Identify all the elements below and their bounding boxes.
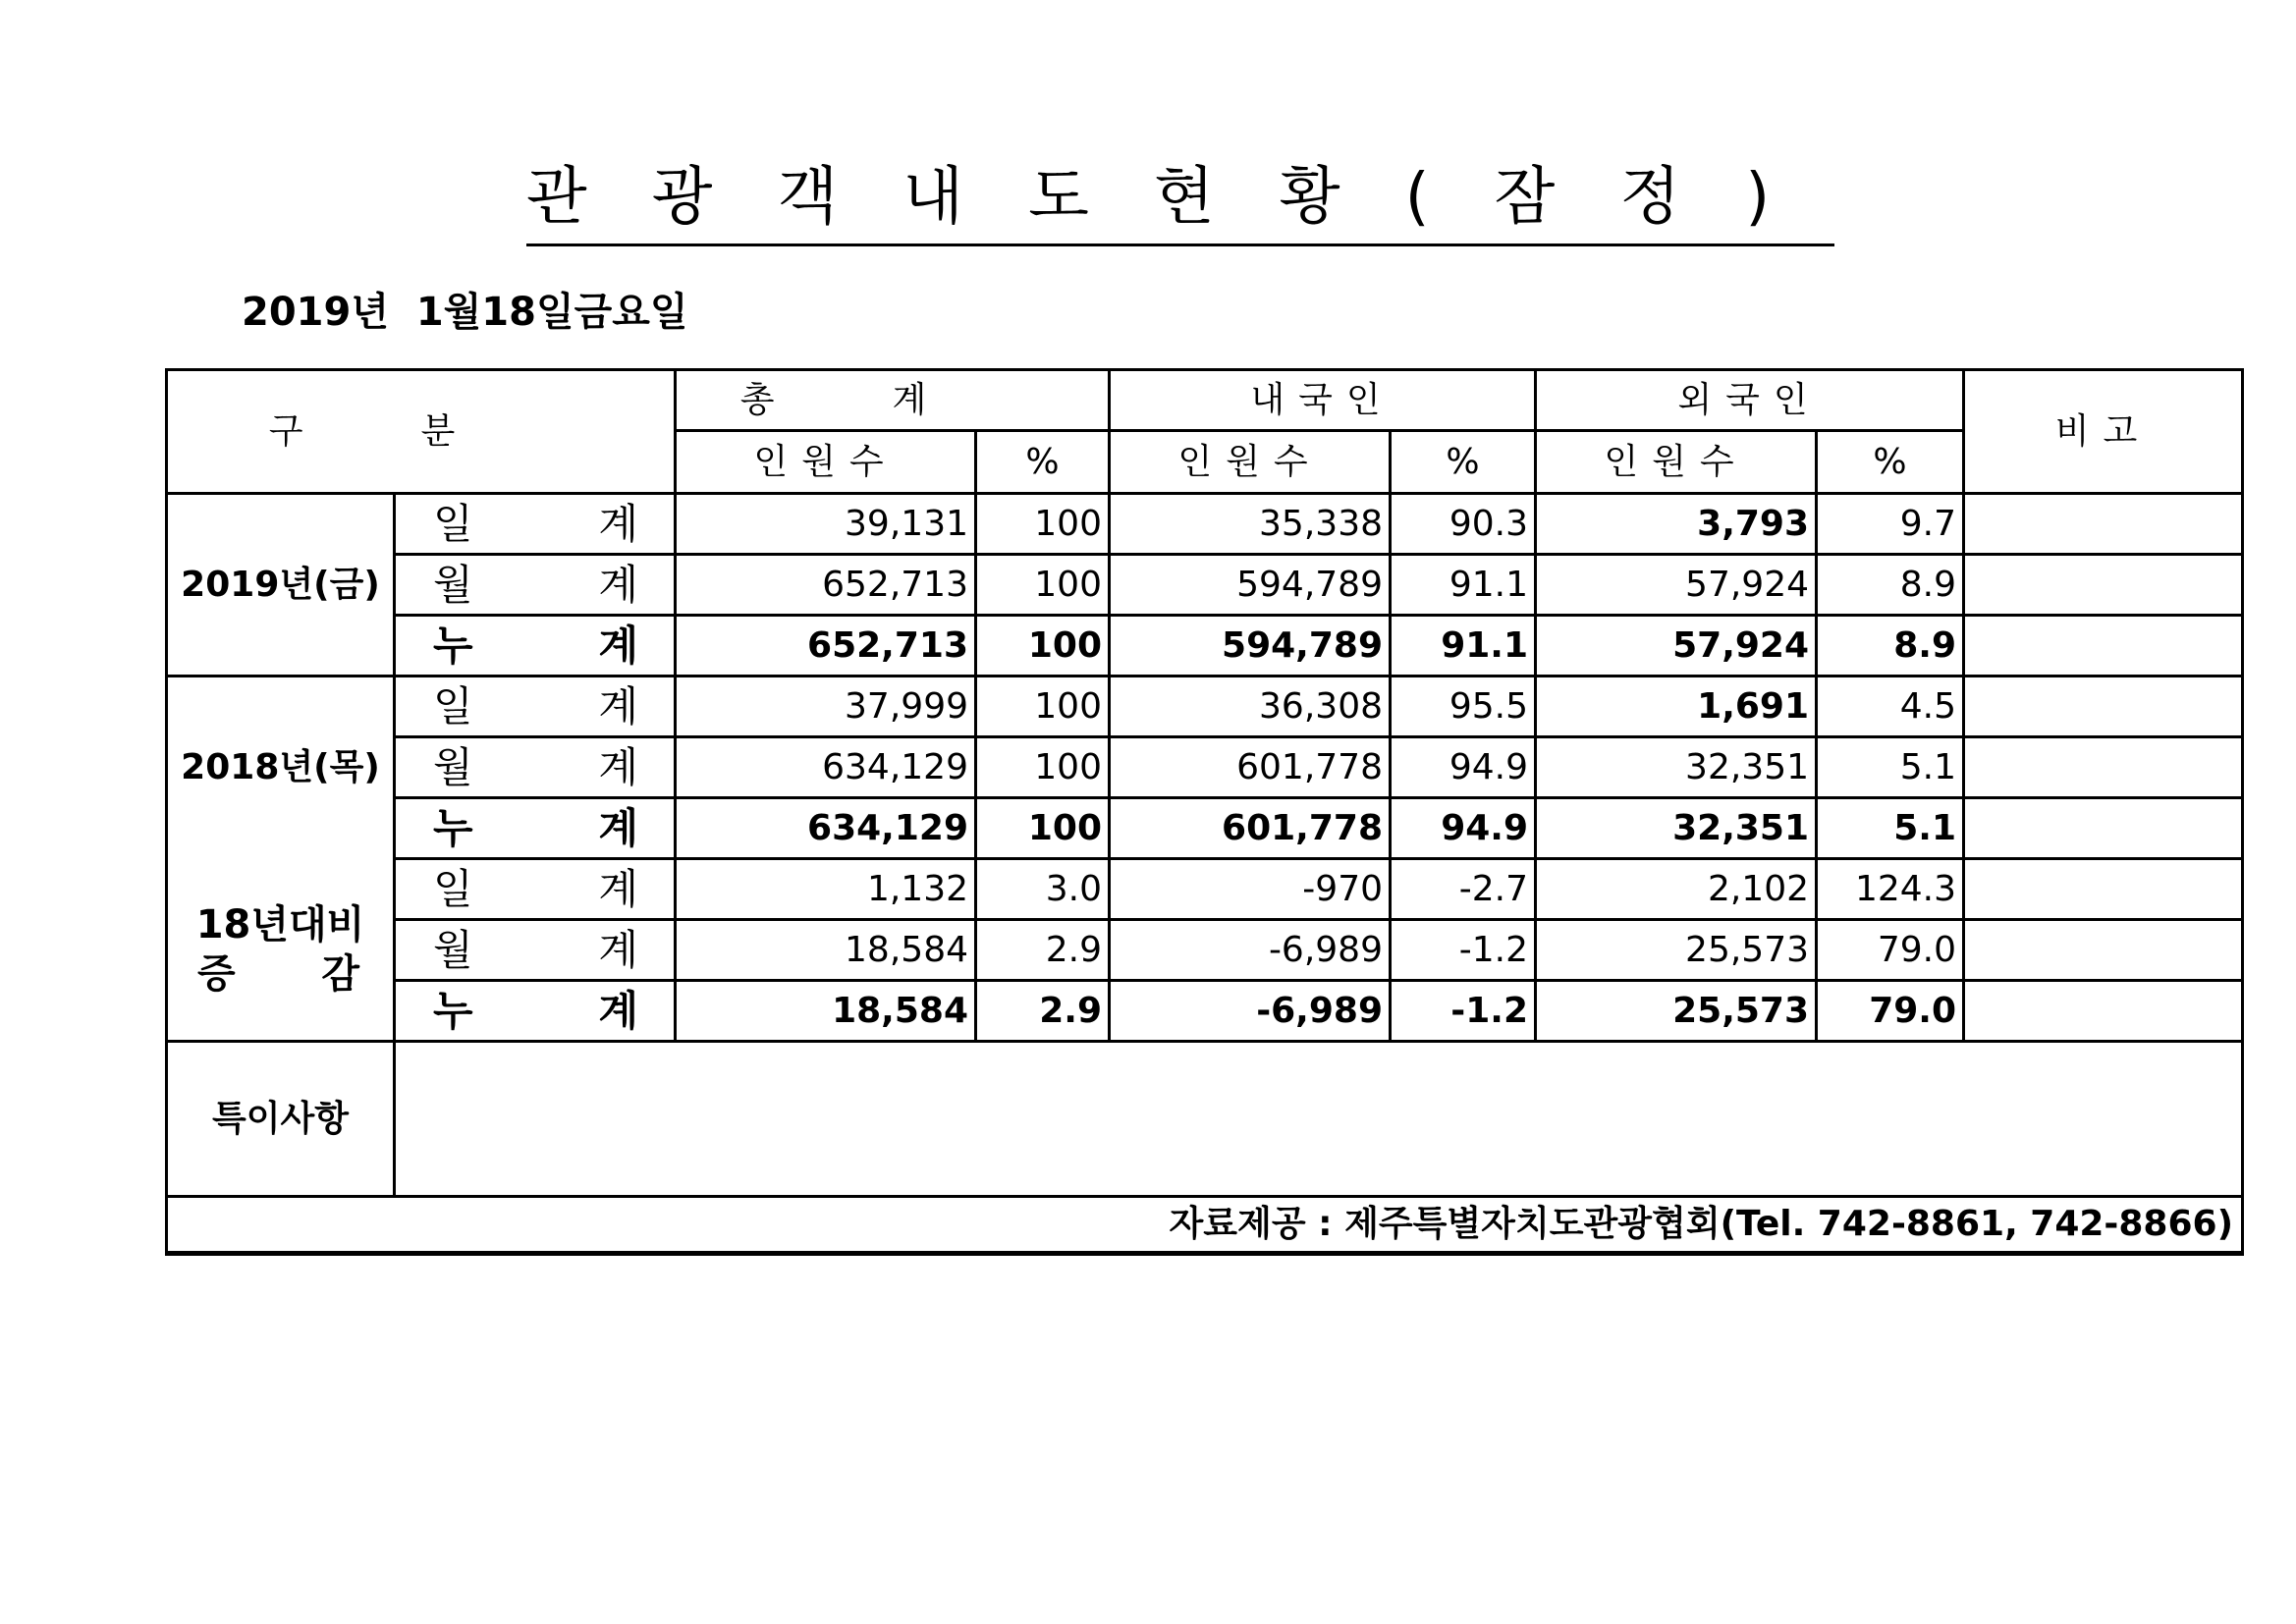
row-label-a: 월 [433, 742, 473, 791]
domestic-percent-cell: 90.3 [1391, 494, 1536, 555]
total-percent-cell: 2.9 [976, 981, 1110, 1042]
domestic-percent-cell: 94.9 [1391, 798, 1536, 859]
change-label-line2 [168, 949, 393, 999]
header-row-1 [167, 370, 2243, 431]
total-percent-cell: 100 [976, 555, 1110, 616]
foreign-count-cell: 3,793 [1536, 494, 1817, 555]
row-label [395, 555, 676, 616]
remarks-cell [1964, 616, 2243, 677]
total-percent-cell: 100 [976, 677, 1110, 737]
foreign-count-cell: 2,102 [1536, 859, 1817, 920]
domestic-count-cell: 601,778 [1110, 798, 1391, 859]
total-count-cell: 18,584 [676, 981, 976, 1042]
foreign-percent-cell: 79.0 [1817, 920, 1964, 981]
row-label-a: 일 [433, 864, 473, 913]
foreign-percent-cell: 9.7 [1817, 494, 1964, 555]
row-label-b: 계 [598, 681, 638, 731]
row-label-b: 계 [598, 560, 638, 609]
domestic-count-cell: -6,989 [1110, 920, 1391, 981]
domestic-count-cell: 594,789 [1110, 555, 1391, 616]
header-domestic [1110, 370, 1536, 431]
row-label-a: 월 [433, 560, 473, 609]
header-domestic-count [1110, 431, 1391, 494]
table-row [167, 494, 2243, 555]
domestic-count-cell: -6,989 [1110, 981, 1391, 1042]
table-row [167, 737, 2243, 798]
header-total-count [676, 431, 976, 494]
domestic-count-cell: 36,308 [1110, 677, 1391, 737]
report-date: 2019년 1월18일금요일 [242, 290, 688, 335]
notes-row [167, 1042, 2243, 1197]
remarks-cell [1964, 981, 2243, 1042]
header-count-label: 인원수 [753, 441, 898, 482]
foreign-count-cell: 57,924 [1536, 616, 1817, 677]
total-percent-cell: 100 [976, 737, 1110, 798]
row-label-a: 일 [433, 499, 473, 548]
notes-value [395, 1042, 2243, 1197]
header-total-text: 총계 [739, 379, 1045, 420]
remarks-cell [1964, 859, 2243, 920]
remarks-cell [1964, 555, 2243, 616]
row-label-a: 누 [433, 803, 473, 852]
group-label-2018: 2018년(목) [167, 677, 395, 859]
total-count-cell: 634,129 [676, 737, 976, 798]
table-row [167, 981, 2243, 1042]
row-label-b: 계 [598, 864, 638, 913]
domestic-percent-cell: 95.5 [1391, 677, 1536, 737]
header-total [676, 370, 1110, 431]
header-remarks [1964, 370, 2243, 494]
header-count-label: 인원수 [1177, 441, 1322, 482]
foreign-percent-cell: 4.5 [1817, 677, 1964, 737]
header-total-percent: % [976, 431, 1110, 494]
table-row [167, 798, 2243, 859]
change-label-line1: 18년대비 [195, 901, 365, 947]
total-count-cell: 39,131 [676, 494, 976, 555]
header-foreign-text: 외국인 [1677, 379, 1822, 420]
total-count-cell: 634,129 [676, 798, 976, 859]
domestic-percent-cell: 91.1 [1391, 616, 1536, 677]
header-foreign-percent: % [1817, 431, 1964, 494]
row-label [395, 920, 676, 981]
table-row [167, 920, 2243, 981]
remarks-cell [1964, 920, 2243, 981]
total-count-cell: 652,713 [676, 616, 976, 677]
total-count-cell: 18,584 [676, 920, 976, 981]
table-row [167, 555, 2243, 616]
total-percent-cell: 2.9 [976, 920, 1110, 981]
remarks-cell [1964, 798, 2243, 859]
row-label-a: 누 [433, 621, 473, 670]
header-foreign [1536, 370, 1964, 431]
foreign-percent-cell: 5.1 [1817, 737, 1964, 798]
table-row [167, 859, 2243, 920]
remarks-cell [1964, 737, 2243, 798]
foreign-percent-cell: 124.3 [1817, 859, 1964, 920]
row-label-a: 일 [433, 681, 473, 731]
header-foreign-count [1536, 431, 1817, 494]
row-label-b: 계 [598, 986, 638, 1035]
row-label-b: 계 [598, 742, 638, 791]
foreign-count-cell: 57,924 [1536, 555, 1817, 616]
tourist-arrival-table [165, 368, 2244, 1256]
change-label-a: 증 [197, 950, 236, 997]
total-count-cell: 652,713 [676, 555, 976, 616]
change-label-b: 감 [321, 950, 359, 997]
foreign-count-cell: 25,573 [1536, 920, 1817, 981]
domestic-count-cell: 594,789 [1110, 616, 1391, 677]
notes-label: 특이사항 [167, 1042, 395, 1197]
header-domestic-percent: % [1391, 431, 1536, 494]
remarks-cell [1964, 494, 2243, 555]
source-credit: 자료제공 : 제주특별자치도관광협회(Tel. 742-8861, 742-8866) [167, 1197, 2243, 1254]
row-label [395, 677, 676, 737]
foreign-percent-cell: 8.9 [1817, 616, 1964, 677]
header-category-text: 구분 [268, 410, 574, 452]
row-label [395, 737, 676, 798]
total-percent-cell: 3.0 [976, 859, 1110, 920]
table-row [167, 616, 2243, 677]
row-label [395, 798, 676, 859]
foreign-percent-cell: 8.9 [1817, 555, 1964, 616]
total-count-cell: 1,132 [676, 859, 976, 920]
foreign-percent-cell: 79.0 [1817, 981, 1964, 1042]
domestic-percent-cell: -1.2 [1391, 920, 1536, 981]
source-row [167, 1197, 2243, 1254]
group-label-2019: 2019년(금) [167, 494, 395, 677]
domestic-percent-cell: -1.2 [1391, 981, 1536, 1042]
page-title [0, 155, 2296, 246]
page-title-text: 관광객내도현황(잠정) [526, 155, 1834, 246]
foreign-percent-cell: 5.1 [1817, 798, 1964, 859]
foreign-count-cell: 25,573 [1536, 981, 1817, 1042]
foreign-count-cell: 32,351 [1536, 798, 1817, 859]
domestic-percent-cell: 94.9 [1391, 737, 1536, 798]
row-label-b: 계 [598, 621, 638, 670]
foreign-count-cell: 1,691 [1536, 677, 1817, 737]
total-percent-cell: 100 [976, 798, 1110, 859]
row-label-b: 계 [598, 925, 638, 974]
header-domestic-text: 내국인 [1250, 379, 1394, 420]
row-label-b: 계 [598, 499, 638, 548]
header-category [167, 370, 676, 494]
row-label [395, 981, 676, 1042]
header-count-label: 인원수 [1604, 441, 1748, 482]
row-label [395, 616, 676, 677]
row-label [395, 494, 676, 555]
remarks-cell [1964, 677, 2243, 737]
domestic-percent-cell: 91.1 [1391, 555, 1536, 616]
foreign-count-cell: 32,351 [1536, 737, 1817, 798]
row-label-b: 계 [598, 803, 638, 852]
row-label-a: 월 [433, 925, 473, 974]
domestic-count-cell: 35,338 [1110, 494, 1391, 555]
row-label [395, 859, 676, 920]
total-count-cell: 37,999 [676, 677, 976, 737]
group-label-change [167, 859, 395, 1042]
total-percent-cell: 100 [976, 494, 1110, 555]
total-percent-cell: 100 [976, 616, 1110, 677]
domestic-percent-cell: -2.7 [1391, 859, 1536, 920]
domestic-count-cell: 601,778 [1110, 737, 1391, 798]
domestic-count-cell: -970 [1110, 859, 1391, 920]
table-row [167, 677, 2243, 737]
row-label-a: 누 [433, 986, 473, 1035]
header-remarks-text: 비고 [2054, 410, 2152, 452]
